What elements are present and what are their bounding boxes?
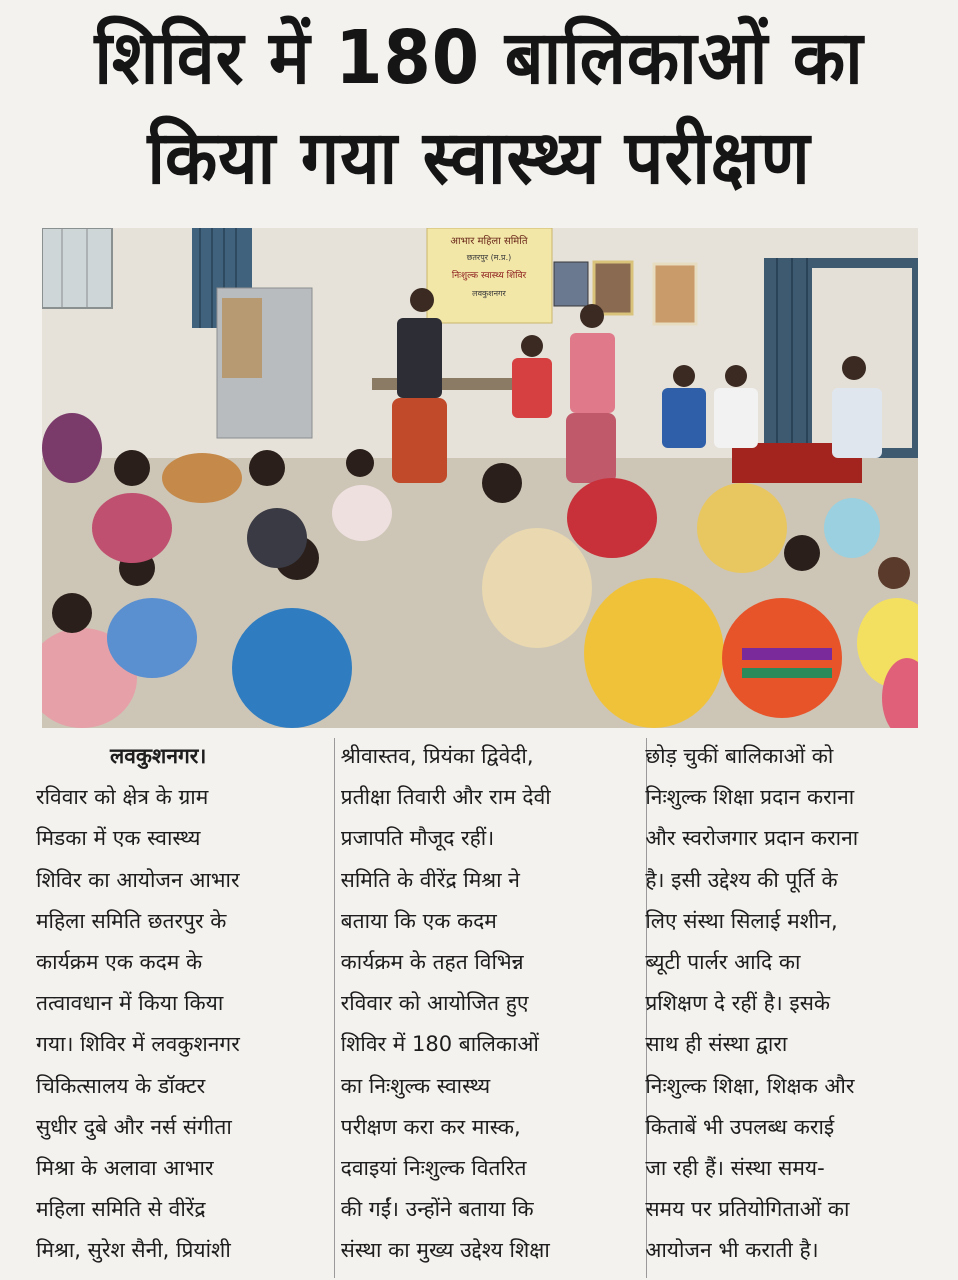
window-left [42, 228, 112, 308]
article-line: दवाइयां निःशुल्क वितरित [340, 1155, 527, 1180]
article-line: और स्वरोजगार प्रदान कराना [645, 826, 859, 851]
article-line: ब्यूटी पार्लर आदि का [645, 949, 801, 974]
portrait-1 [554, 262, 588, 306]
news-photo [42, 228, 918, 728]
article-line: है। इसी उद्देश्य की पूर्ति के [645, 867, 838, 892]
health-camp-photo-illustration [42, 228, 918, 728]
article-line: किताबें भी उपलब्ध कराई [645, 1114, 835, 1139]
article-line: प्रतीक्षा तिवारी और राम देवी [340, 785, 551, 810]
article-line: निःशुल्क शिक्षा, शिक्षक और [645, 1073, 855, 1098]
banner-text-1: आभार महिला समिति [450, 236, 528, 247]
article-line: समिति के वीरेंद्र मिश्रा ने [340, 867, 520, 892]
article-line: संस्था का मुख्य उद्देश्य शिक्षा [340, 1238, 550, 1263]
headline [0, 8, 958, 208]
article-column-1 [36, 736, 327, 1280]
article-line: लिए संस्था सिलाई मशीन, [645, 908, 838, 933]
article-line: की गईं। उन्होंने बताया कि [340, 1197, 534, 1222]
article-line: शिविर का आयोजन आभार [36, 867, 240, 892]
article-body [36, 736, 936, 1280]
article-line: कार्यक्रम एक कदम के [36, 949, 203, 974]
banner-text-2: छतरपुर (म.प्र.) [466, 253, 512, 262]
article-line: जा रही हैं। संस्था समय- [645, 1155, 825, 1180]
banner-text-3: निःशुल्क स्वास्थ्य शिविर [451, 271, 527, 281]
article-line: परीक्षण करा कर मास्क, [340, 1114, 521, 1139]
article-line: चिकित्सालय के डॉक्टर [36, 1073, 206, 1098]
banner-text-4: लवकुशनगर [472, 289, 506, 298]
article-line: समय पर प्रतियोगिताओं का [645, 1197, 850, 1222]
article-line: श्रीवास्तव, प्रियंका द्विवेदी, [340, 744, 534, 768]
article-line: शिविर में 180 बालिकाओं [340, 1032, 539, 1057]
article-line: निःशुल्क शिक्षा प्रदान कराना [645, 785, 855, 810]
portrait-2 [594, 262, 632, 314]
article-line: छोड़ चुकीं बालिकाओं को [645, 744, 834, 768]
article-line: आयोजन भी कराती है। [645, 1238, 819, 1263]
article-column-3 [621, 736, 936, 1280]
article-line: गया। शिविर में लवकुशनगर [36, 1032, 240, 1057]
article-line: रविवार को आयोजित हुए [340, 991, 529, 1016]
dateline: लवकुशनगर। [110, 744, 207, 768]
article-line: बताया कि एक कदम [340, 908, 497, 933]
headline-line-2: किया गया स्वास्थ्य परीक्षण [147, 115, 811, 201]
article-line: प्रशिक्षण दे रहीं है। इसके [645, 991, 831, 1016]
yellow-saree [584, 578, 724, 728]
portrait-3 [654, 264, 696, 324]
article-line: प्रजापति मौजूद रहीं। [340, 826, 495, 851]
article-line: मिश्रा, सुरेश सैनी, प्रियांशी [36, 1238, 231, 1263]
article-line: कार्यक्रम के तहत विभिन्न [340, 949, 524, 974]
article-line: महिला समिति छतरपुर के [36, 908, 227, 933]
article-column-2 [325, 736, 632, 1280]
table [372, 378, 532, 390]
headline-line-1: शिविर में 180 बालिकाओं का [94, 15, 864, 101]
article-line: मिडका में एक स्वास्थ्य [36, 826, 201, 851]
article-line: साथ ही संस्था द्वारा [645, 1032, 788, 1057]
article-line: सुधीर दुबे और नर्स संगीता [36, 1114, 232, 1139]
article-line: तत्वावधान में किया किया [36, 991, 224, 1016]
article-line: मिश्रा के अलावा आभार [36, 1155, 214, 1180]
article-line: का निःशुल्क स्वास्थ्य [340, 1073, 491, 1098]
article-line: रविवार को क्षेत्र के ग्राम [36, 785, 209, 810]
article-line: महिला समिति से वीरेंद्र [36, 1197, 206, 1222]
